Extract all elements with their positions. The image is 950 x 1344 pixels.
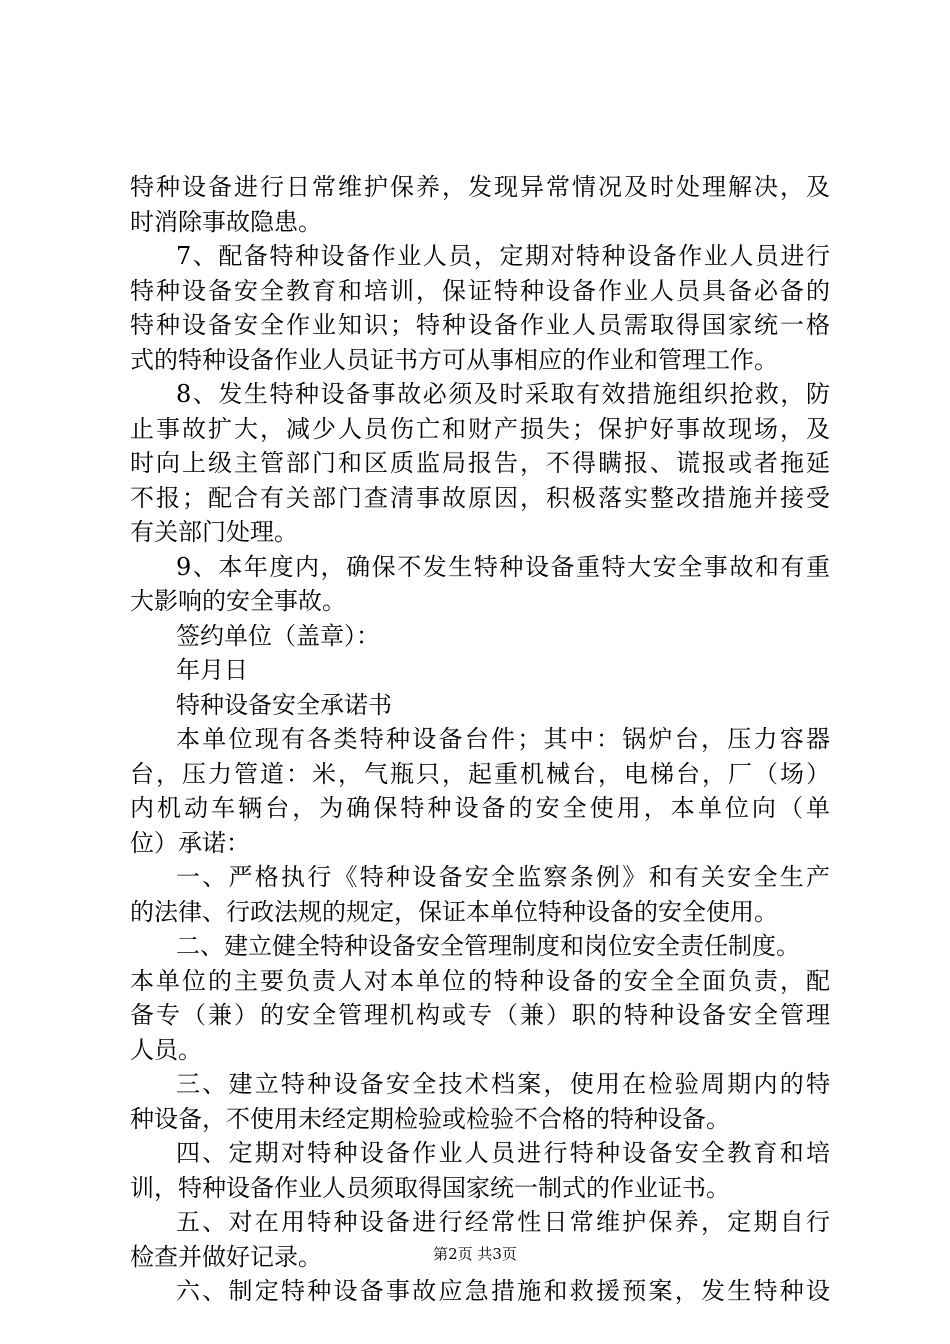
text-line: 位）承诺： (130, 828, 250, 857)
text-line: 本单位现有各类特种设备台件；其中：锅炉台，压力容器 (176, 725, 830, 753)
text-line: 不报；配合有关部门查清事故原因，积极落实整改措施并接受 (130, 483, 830, 512)
text-line: 六、制定特种设备事故应急措施和救援预案，发生特种设 (176, 1277, 830, 1305)
text-line: 检查并做好记录。 (130, 1242, 322, 1271)
text-line: 种设备，不使用未经定期检验或检验不合格的特种设备。 (130, 1104, 730, 1133)
text-line: 签约单位（盖章）： (176, 621, 380, 650)
text-line: 止事故扩大，减少人员伤亡和财产损失；保护好事故现场，及 (130, 414, 830, 443)
text-line: 的法律、行政法规的规定，保证本单位特种设备的安全使用。 (130, 897, 778, 926)
text-line: 9、本年度内，确保不发生特种设备重特大安全事故和有重 (176, 552, 830, 581)
text-line: 特种设备安全承诺书 (176, 690, 392, 719)
text-line: 有关部门处理。 (130, 518, 298, 546)
page-footer: 第2页 共3页 (433, 1245, 517, 1263)
text-line: 8、发生特种设备事故必须及时采取有效措施组织抢救，防 (176, 380, 830, 408)
text-line: 训，特种设备作业人员须取得国家统一制式的作业证书。 (130, 1173, 730, 1202)
text-line: 式的特种设备作业人员证书方可从事相应的作业和管理工作。 (130, 345, 778, 374)
text-line: 特种设备安全教育和培训，保证特种设备作业人员具备必备的 (130, 276, 830, 305)
text-line: 本单位的主要负责人对本单位的特种设备的安全全面负责，配 (130, 966, 830, 995)
text-line: 特种设备进行日常维护保养，发现异常情况及时处理解决，及 (130, 173, 830, 201)
text-line: 内机动车辆台，为确保特种设备的安全使用，本单位向（单 (130, 794, 830, 822)
text-line: 时向上级主管部门和区质监局报告，不得瞒报、谎报或者拖延 (130, 449, 830, 477)
text-line: 四、定期对特种设备作业人员进行特种设备安全教育和培 (176, 1139, 830, 1167)
text-line: 三、建立特种设备安全技术档案，使用在检验周期内的特 (176, 1070, 830, 1098)
text-line: 五、对在用特种设备进行经常性日常维护保养，定期自行 (176, 1208, 830, 1236)
text-line: 年月日 (176, 656, 248, 684)
document-body (130, 170, 830, 1309)
text-line: 台，压力管道：米，气瓶只，起重机械台，电梯台，厂（场） (130, 759, 830, 788)
text-line: 人员。 (130, 1035, 202, 1064)
text-line: 二、建立健全特种设备安全管理制度和岗位安全责任制度。 (176, 932, 800, 960)
text-line: 备专（兼）的安全管理机构或专（兼）职的特种设备安全管理 (130, 1001, 830, 1029)
text-line: 大影响的安全事故。 (130, 587, 346, 615)
text-line: 7、配备特种设备作业人员，定期对特种设备作业人员进行 (176, 242, 830, 270)
text-line: 时消除事故隐患。 (130, 207, 322, 236)
text-line: 一、严格执行《特种设备安全监察条例》和有关安全生产 (176, 863, 830, 891)
text-line: 特种设备安全作业知识；特种设备作业人员需取得国家统一格 (130, 311, 830, 339)
